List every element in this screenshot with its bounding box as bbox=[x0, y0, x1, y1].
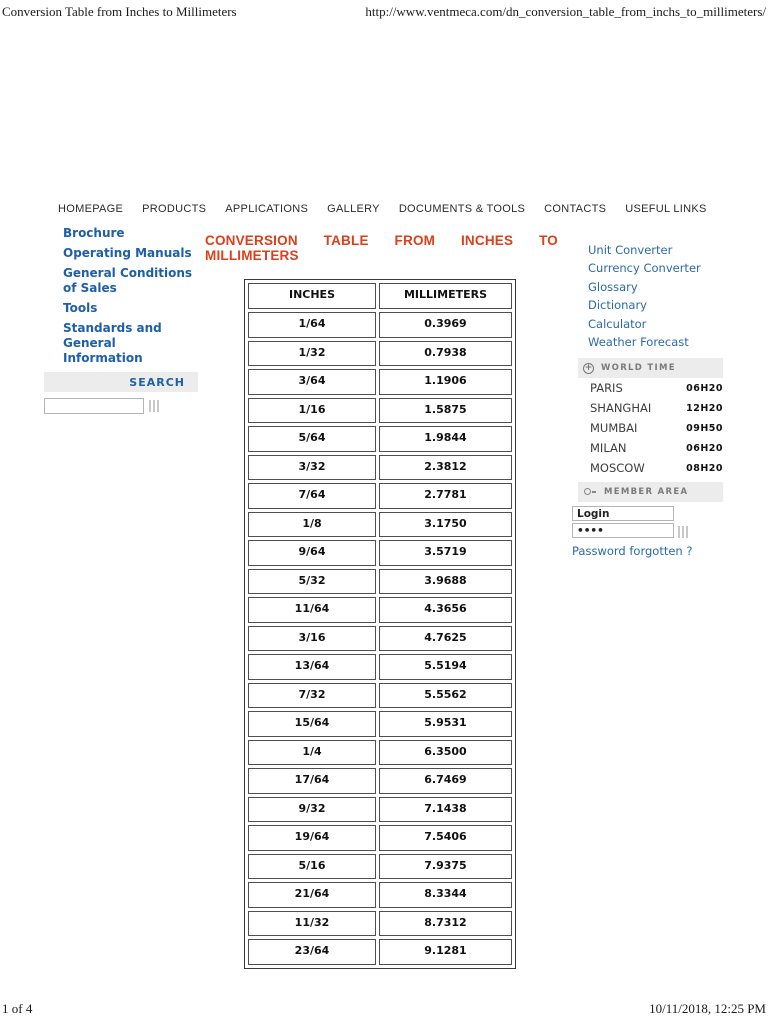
nav-item[interactable]: GALLERY bbox=[327, 203, 380, 215]
key-icon bbox=[583, 487, 597, 497]
table-row bbox=[248, 768, 512, 794]
password-forgotten-link[interactable]: Password forgotten ? bbox=[572, 544, 693, 559]
city-name: MILAN bbox=[590, 441, 627, 456]
search-row bbox=[44, 398, 198, 414]
inches-cell: 1/4 bbox=[248, 740, 376, 766]
tool-link[interactable]: Calculator bbox=[588, 316, 647, 331]
tool-link[interactable]: Unit Converter bbox=[588, 243, 673, 257]
table-row bbox=[248, 939, 512, 965]
right-sidebar-links bbox=[578, 241, 723, 351]
inches-cell: 1/32 bbox=[248, 341, 376, 367]
millimeters-cell: 4.3656 bbox=[379, 597, 512, 623]
login-go-icon[interactable] bbox=[678, 526, 688, 538]
member-login-form bbox=[572, 506, 723, 540]
millimeters-cell: 1.9844 bbox=[379, 426, 512, 452]
page-number: 1 of 4 bbox=[2, 1001, 33, 1016]
nav-item[interactable]: USEFUL LINKS bbox=[625, 203, 707, 215]
table-row bbox=[248, 426, 512, 452]
print-header bbox=[2, 4, 766, 20]
millimeters-cell: 1.1906 bbox=[379, 369, 512, 395]
sidebar-link[interactable]: Tools bbox=[63, 301, 98, 315]
password-input[interactable] bbox=[572, 523, 674, 538]
millimeters-cell: 6.7469 bbox=[379, 768, 512, 794]
table-row bbox=[248, 512, 512, 538]
table-row bbox=[248, 455, 512, 481]
tool-link[interactable]: Glossary bbox=[588, 279, 638, 294]
millimeters-cell: 0.7938 bbox=[379, 341, 512, 367]
table-row bbox=[248, 683, 512, 709]
table-row bbox=[248, 740, 512, 766]
millimeters-cell: 1.5875 bbox=[379, 398, 512, 424]
millimeters-cell: 2.3812 bbox=[379, 455, 512, 481]
search-section-header bbox=[44, 372, 198, 392]
search-label: SEARCH bbox=[129, 375, 185, 389]
inches-cell: 5/32 bbox=[248, 569, 376, 595]
table-row bbox=[248, 626, 512, 652]
city-time: 12H20 bbox=[686, 402, 723, 414]
tool-link[interactable]: Weather Forecast bbox=[588, 335, 689, 350]
inches-cell: 23/64 bbox=[248, 939, 376, 965]
world-time-header bbox=[578, 358, 723, 378]
member-area-title: MEMBER AREA bbox=[604, 487, 689, 498]
millimeters-cell: 8.3344 bbox=[379, 882, 512, 908]
inches-cell: 19/64 bbox=[248, 825, 376, 851]
inches-cell: 1/8 bbox=[248, 512, 376, 538]
inches-cell: 7/32 bbox=[248, 683, 376, 709]
search-input[interactable] bbox=[44, 398, 144, 414]
page-title: CONVERSION TABLE FROM INCHES TO MILLIMETERS bbox=[205, 233, 558, 263]
nav-item[interactable]: CONTACTS bbox=[544, 203, 607, 215]
table-row bbox=[248, 540, 512, 566]
table-row bbox=[248, 341, 512, 367]
sidebar-link[interactable]: Standards and General Information bbox=[63, 321, 162, 365]
millimeters-cell: 8.7312 bbox=[379, 911, 512, 937]
tool-link[interactable]: Dictionary bbox=[588, 298, 647, 313]
city-name: MUMBAI bbox=[590, 421, 638, 436]
conversion-table-head bbox=[248, 283, 512, 309]
inches-cell: 9/64 bbox=[248, 540, 376, 566]
inches-cell: 21/64 bbox=[248, 882, 376, 908]
millimeters-cell: 9.1281 bbox=[379, 939, 512, 965]
nav-item[interactable]: APPLICATIONS bbox=[225, 203, 309, 215]
column-header-inches: INCHES bbox=[248, 283, 376, 309]
inches-cell: 1/16 bbox=[248, 398, 376, 424]
millimeters-cell: 7.1438 bbox=[379, 797, 512, 823]
inches-cell: 7/64 bbox=[248, 483, 376, 509]
inches-cell: 3/16 bbox=[248, 626, 376, 652]
city-time: 09H50 bbox=[686, 422, 723, 434]
world-time-title: WORLD TIME bbox=[601, 363, 676, 374]
city-row bbox=[590, 418, 723, 438]
main-nav bbox=[58, 203, 707, 215]
inches-cell: 5/64 bbox=[248, 426, 376, 452]
document-title: Conversion Table from Inches to Millimeters bbox=[2, 4, 237, 19]
table-row bbox=[248, 369, 512, 395]
inches-cell: 11/32 bbox=[248, 911, 376, 937]
left-sidebar bbox=[44, 226, 198, 414]
left-sidebar-links bbox=[44, 226, 193, 366]
city-name: SHANGHAI bbox=[590, 401, 652, 416]
millimeters-cell: 5.9531 bbox=[379, 711, 512, 737]
millimeters-cell: 4.7625 bbox=[379, 626, 512, 652]
millimeters-cell: 2.7781 bbox=[379, 483, 512, 509]
column-header-millimeters: MILLIMETERS bbox=[379, 283, 512, 309]
tool-link[interactable]: Currency Converter bbox=[588, 261, 701, 276]
inches-cell: 1/64 bbox=[248, 312, 376, 338]
table-row bbox=[248, 398, 512, 424]
table-row bbox=[248, 597, 512, 623]
millimeters-cell: 5.5194 bbox=[379, 654, 512, 680]
city-name: PARIS bbox=[590, 381, 623, 396]
table-row bbox=[248, 312, 512, 338]
city-time: 06H20 bbox=[686, 382, 723, 394]
inches-cell: 15/64 bbox=[248, 711, 376, 737]
inches-cell: 17/64 bbox=[248, 768, 376, 794]
millimeters-cell: 7.5406 bbox=[379, 825, 512, 851]
member-area-header bbox=[578, 482, 723, 502]
millimeters-cell: 5.5562 bbox=[379, 683, 512, 709]
print-footer bbox=[2, 1001, 766, 1017]
inches-cell: 5/16 bbox=[248, 854, 376, 880]
table-row bbox=[248, 569, 512, 595]
nav-item[interactable]: HOMEPAGE bbox=[58, 203, 124, 215]
sidebar-link[interactable]: Brochure bbox=[63, 226, 125, 240]
inches-cell: 11/64 bbox=[248, 597, 376, 623]
inches-cell: 9/32 bbox=[248, 797, 376, 823]
millimeters-cell: 0.3969 bbox=[379, 312, 512, 338]
millimeters-cell: 3.1750 bbox=[379, 512, 512, 538]
conversion-table bbox=[244, 279, 516, 969]
table-row bbox=[248, 911, 512, 937]
city-time: 06H20 bbox=[686, 442, 723, 454]
document-url: http://www.ventmeca.com/dn_conversion_table_from_inchs_to_millimeters/ bbox=[365, 4, 766, 19]
city-row bbox=[590, 398, 723, 418]
print-datetime: 10/11/2018, 12:25 PM bbox=[649, 1001, 766, 1016]
city-row bbox=[590, 458, 723, 478]
city-time: 08H20 bbox=[686, 462, 723, 474]
login-input[interactable] bbox=[572, 506, 674, 521]
table-row bbox=[248, 825, 512, 851]
millimeters-cell: 3.9688 bbox=[379, 569, 512, 595]
inches-cell: 3/64 bbox=[248, 369, 376, 395]
table-row bbox=[248, 882, 512, 908]
city-name: MOSCOW bbox=[590, 461, 645, 476]
clock-icon bbox=[583, 363, 594, 374]
sidebar-link[interactable]: Operating Manuals bbox=[63, 246, 192, 260]
millimeters-cell: 6.3500 bbox=[379, 740, 512, 766]
nav-item[interactable]: DOCUMENTS & TOOLS bbox=[398, 203, 526, 215]
right-sidebar bbox=[572, 241, 723, 559]
inches-cell: 13/64 bbox=[248, 654, 376, 680]
city-row bbox=[590, 438, 723, 458]
city-row bbox=[590, 378, 723, 398]
password-row bbox=[572, 523, 723, 540]
table-row bbox=[248, 654, 512, 680]
table-row bbox=[248, 711, 512, 737]
sidebar-link[interactable]: General Conditions of Sales bbox=[63, 266, 193, 295]
nav-item[interactable]: PRODUCTS bbox=[142, 203, 207, 215]
table-row bbox=[248, 797, 512, 823]
world-time-list bbox=[578, 378, 723, 478]
inches-cell: 3/32 bbox=[248, 455, 376, 481]
millimeters-cell: 7.9375 bbox=[379, 854, 512, 880]
search-go-icon[interactable] bbox=[149, 400, 159, 412]
table-row bbox=[248, 483, 512, 509]
millimeters-cell: 3.5719 bbox=[379, 540, 512, 566]
conversion-table-body bbox=[248, 312, 512, 965]
table-row bbox=[248, 854, 512, 880]
